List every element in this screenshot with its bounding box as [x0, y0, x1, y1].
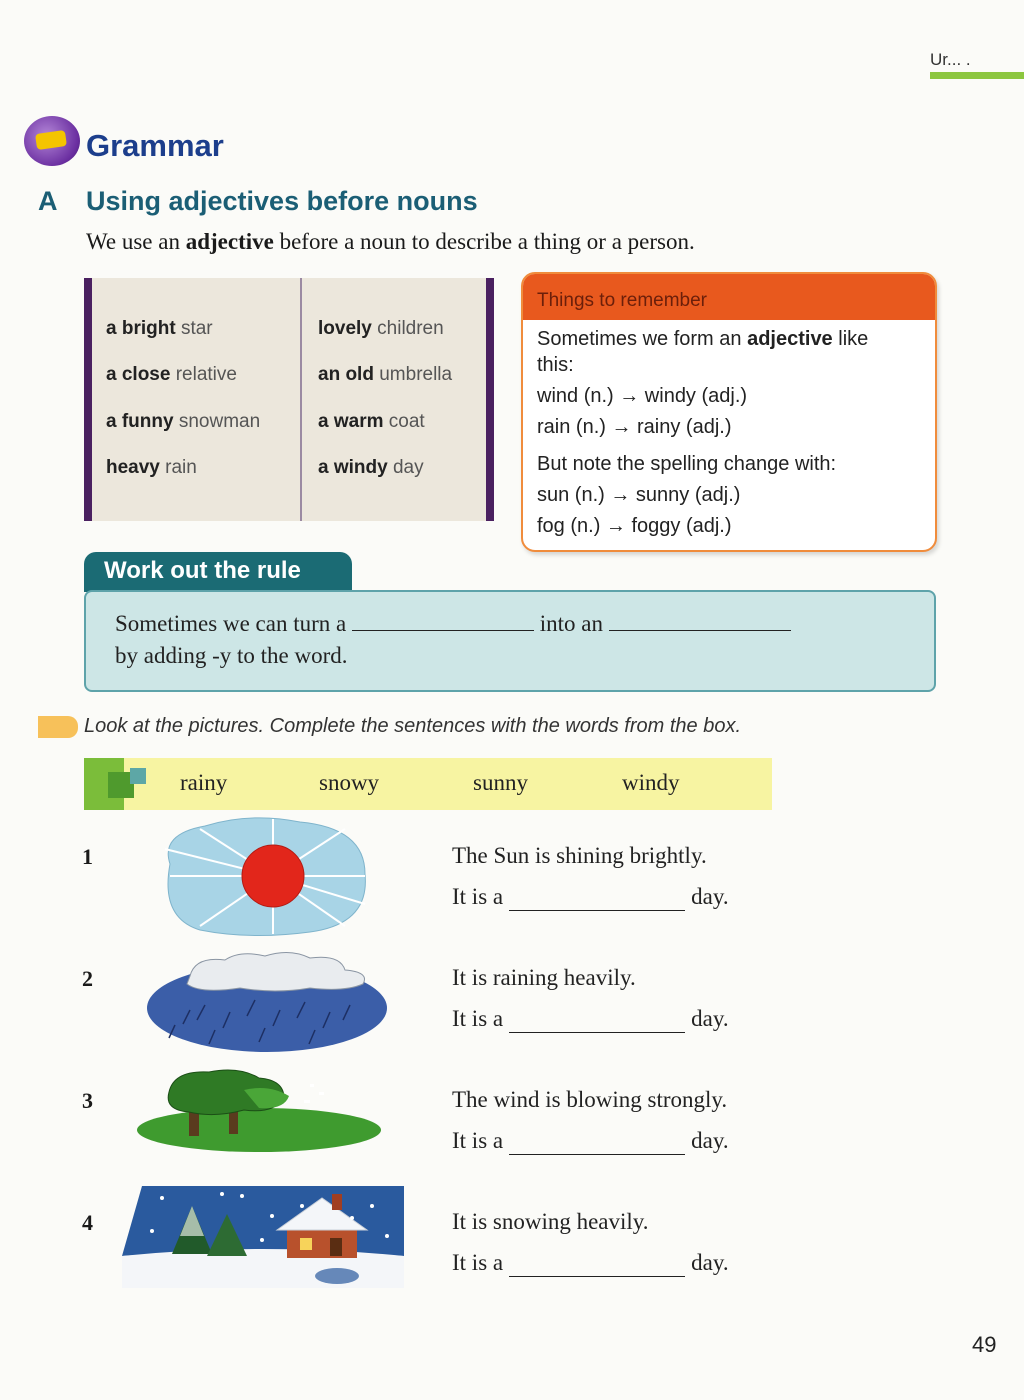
example-item: heavy rain	[106, 457, 197, 478]
word-option: snowy	[319, 770, 380, 795]
rain-picture	[145, 950, 390, 1054]
answer-blank[interactable]	[509, 884, 685, 911]
example-item: a close relative	[106, 364, 237, 385]
sun-picture	[160, 814, 370, 938]
exercise-sentence: It is snowing heavily.	[452, 1209, 649, 1234]
exercise-prompt: It is a day.	[452, 1250, 729, 1275]
word-option: sunny	[473, 770, 528, 795]
things-to-remember-box	[521, 272, 937, 552]
remember-note: But note the spelling change with:	[537, 453, 837, 475]
section-letter: A	[38, 186, 58, 216]
remember-title: Things to remember	[537, 290, 708, 311]
example-item: a bright star	[106, 318, 213, 339]
example-item: a windy day	[318, 457, 424, 478]
remember-line: this:	[537, 354, 574, 376]
page-number: 49	[972, 1332, 997, 1357]
section-title: Using adjectives before nouns	[86, 186, 478, 216]
word-option: windy	[622, 770, 680, 795]
exercise-sentence: The Sun is shining brightly.	[452, 843, 707, 868]
exercise-instruction: Look at the pictures. Complete the sentences with the words from the box.	[84, 715, 742, 737]
answer-blank[interactable]	[509, 1128, 685, 1155]
instruction-marker	[38, 716, 78, 738]
grammar-heading: Grammar	[86, 128, 224, 163]
exercise-number: 2	[82, 966, 93, 991]
remember-example: rain (n.) → rainy (adj.)	[537, 416, 732, 438]
word-option: rainy	[180, 770, 228, 795]
rule-line-2: by adding -y to the word.	[115, 643, 348, 668]
remember-example: fog (n.) → foggy (adj.)	[537, 515, 732, 537]
answer-blank[interactable]	[509, 1250, 685, 1277]
remember-example: sun (n.) → sunny (adj.)	[537, 484, 741, 506]
remember-line: Sometimes we form an adjective like	[537, 328, 869, 350]
table-divider	[300, 278, 302, 521]
examples-table	[84, 278, 494, 521]
intro-text: We use an adjective before a noun to describe a thing or a person.	[86, 229, 695, 254]
exercise-prompt: It is a day.	[452, 1128, 729, 1153]
rule-blank-2[interactable]	[609, 629, 791, 631]
exercise-number: 1	[82, 844, 93, 869]
unit-color-bar	[930, 72, 1024, 79]
snow-picture	[122, 1176, 406, 1288]
exercise-sentence: The wind is blowing strongly.	[452, 1087, 728, 1112]
example-item: lovely children	[318, 318, 444, 339]
grammar-logo-icon	[24, 116, 80, 166]
exercise-number: 3	[82, 1088, 93, 1113]
example-item: a funny snowman	[106, 411, 261, 432]
word-box-icon	[84, 758, 148, 810]
wind-picture	[134, 1062, 384, 1154]
remember-example: wind (n.) → windy (adj.)	[537, 385, 748, 407]
unit-tag: Ur... .	[930, 50, 971, 69]
example-item: a warm coat	[318, 411, 425, 432]
rule-blank-1[interactable]	[352, 629, 534, 631]
example-item: an old umbrella	[318, 364, 453, 385]
exercise-sentence: It is raining heavily.	[452, 965, 636, 990]
exercise-prompt: It is a day.	[452, 884, 729, 909]
rule-line-1: Sometimes we can turn a into an	[115, 611, 791, 637]
exercise-number: 4	[82, 1210, 93, 1235]
exercise-prompt: It is a day.	[452, 1006, 729, 1031]
rule-tab-label: Work out the rule	[104, 557, 301, 584]
answer-blank[interactable]	[509, 1006, 685, 1033]
rule-box	[84, 590, 936, 692]
